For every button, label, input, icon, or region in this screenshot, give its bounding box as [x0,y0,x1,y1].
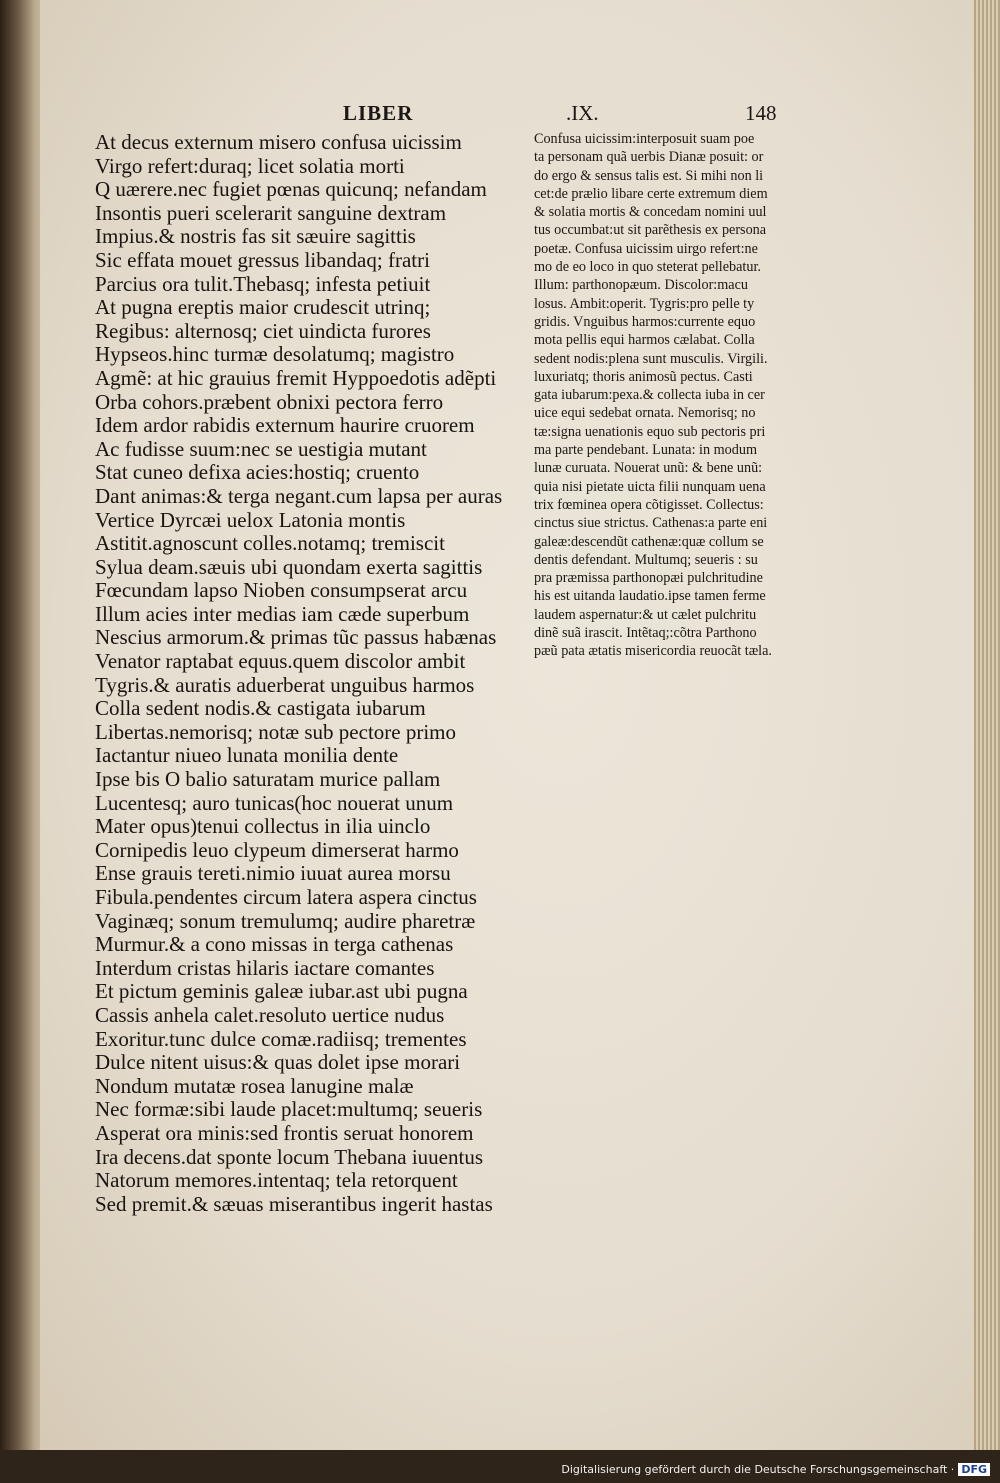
commentary-line: laudem aspernatur:& ut cælet pulchritu [534,606,757,623]
folio-number: 148 [745,101,777,125]
verse-line: Insontis pueri scelerarit sanguine dextram [95,200,447,225]
verse-line: Dant animas:& terga negant.cum lapsa per auras [95,483,503,508]
verse-line: Vaginæq; sonum tremulumq; audire pharetræ [95,908,476,933]
verse-line: Libertas.nemorisq; notæ sub pectore primo [95,719,457,744]
commentary-line: cinctus siue strictus. Cathenas:a parte eni [534,515,768,532]
verse-line: Sylua deam.sæuis ubi quondam exerta sagittis [95,554,483,579]
verse-line: Fibula.pendentes circum latera aspera cinctus [95,885,477,909]
commentary-line: tæ:signa uenationis equo sub pectoris pri [534,423,766,440]
verse-line: Cornipedis leuo clypeum dimerserat harmo [95,837,459,862]
verse-line: Cassis anhela calet.resoluto uertice nudus [95,1002,445,1027]
commentary-line: Confusa uicissim:interposuit suam poe [534,131,755,147]
verse-line: Mater opus)tenui collectus in ilia uinclo [95,814,431,839]
book-number: .IX. [566,101,599,125]
verse-line: Ac fudisse suum:nec se uestigia mutant [95,436,427,461]
verse-line: Astitit.agnoscunt colles.notamq; tremiscit [95,531,445,556]
verse-line: Ense grauis tereti.nimio iuuat aurea morsu [95,861,451,886]
commentary-line: gata iubarum:pexa.& collecta iuba in cer [534,387,765,404]
verse-line: Natorum memores.intentaq; tela retorquent [95,1168,458,1193]
commentary-line: galeæ:descendũt cathenæ:quæ collum se [534,533,764,550]
verse-line: Fœcundam lapso Nioben consumpserat arcu [95,578,468,603]
credit-text: Digitalisierung gefördert durch die Deutsche Forschungsgemeinschaft · [561,1463,955,1476]
verse-line: Virgo refert:duraq; licet solatia morti [95,153,405,178]
verse-line: Murmur.& a cono missas in terga cathenas [95,932,454,957]
verse-line: Idem ardor rabidis externum haurire cruorem [95,413,475,438]
commentary-line: ta personam quã uerbis Dianæ posuit: or [534,149,764,166]
verse-line: Q uærere.nec fugiet pœnas quicunq; nefandam [95,177,487,202]
verse-line: Iactantur niueo lunata monilia dente [95,743,399,768]
verse-line: Sed premit.& sæuas miserantibus ingerit hastas [95,1191,493,1216]
page-stack-edge [974,0,1000,1450]
verse-line: Agmẽ: at hic grauius fremit Hyppoedotis adẽpti [95,365,497,390]
verse-line: Asperat ora minis:sed frontis seruat honorem [95,1120,474,1145]
verse-line: Illum acies inter medias iam cæde superbum [95,601,470,626]
running-title: LIBER [343,101,414,125]
verse-line: Impius.& nostris fas sit sæuire sagittis [95,224,416,249]
verse-line: Orba cohors.præbent obnixi pectora ferro [95,389,444,414]
verse-line: At decus externum misero confusa uicissim [95,130,462,154]
commentary-line: dentis defendant. Multumq; seueris : su [534,551,758,568]
commentary-line: tus occumbat:ut sit parẽthesis ex persona [534,222,767,239]
running-header [0,101,1000,131]
commentary-column [534,130,834,661]
commentary-line: trix fœminea opera cõtigisset. Collectus: [534,496,764,513]
verse-line: Tygris.& auratis aduerberat unguibus harmos [95,672,475,697]
commentary-line: losus. Ambit:operit. Tygris:pro pelle ty [534,295,755,312]
commentary-line: his est uitanda laudatio.ipse tamen ferme [534,588,766,605]
verse-text-column [95,131,525,1216]
commentary-line: luxuriatq; thoris animosũ pectus. Casti [534,368,753,385]
digitization-credit [561,1463,990,1476]
commentary-line: gridis. Vnguibus harmos:currente equo [534,313,756,330]
verse-line: Sic effata mouet gressus libandaq; fratri [95,247,430,272]
dfg-logo: DFG [958,1463,990,1476]
verse-line: Et pictum geminis galeæ iubar.ast ubi pugna [95,979,468,1004]
verse-line: Venator raptabat equus.quem discolor ambit [95,649,466,674]
commentary-line: sedent nodis:plena sunt musculis. Virgili. [534,350,768,367]
commentary-line: Illum: parthonopæum. Discolor:macu [534,277,748,294]
commentary-line: mota pellis equi harmos cælabat. Colla [534,332,755,349]
commentary-line: mo de eo loco in quo steterat pellebatur. [534,259,761,276]
verse-line: Lucentesq; auro tunicas(hoc nouerat unum [95,790,454,815]
verse-line: Exoritur.tunc dulce comæ.radiisq; trementes [95,1026,467,1051]
commentary-line: pra præmissa parthonopæi pulchritudine [534,570,763,587]
verse-line: Parcius ora tulit.Thebasq; infesta petiuit [95,271,431,296]
verse-line: At pugna ereptis maior crudescit utrinq; [95,295,431,320]
verse-line: Vertice Dyrcæi uelox Latonia montis [95,507,406,532]
commentary-line: ma parte pendebant. Lunata: in modum [534,442,757,459]
commentary-line: poetæ. Confusa uicissim uirgo refert:ne [534,240,758,257]
verse-line: Dulce nitent uisus:& quas dolet ipse morari [95,1050,461,1075]
commentary-line: do ergo & sensus talis est. Si mihi non li [534,167,764,184]
verse-line: Ipse bis O balio saturatam murice pallam [95,767,441,792]
commentary-line: lunæ curuata. Nouerat unũ: & bene unũ: [534,460,763,477]
verse-line: Ira decens.dat sponte locum Thebana iuuentus [95,1144,483,1169]
verse-line: Regibus: alternosq; ciet uindicta furores [95,318,431,343]
verse-line: Stat cuneo defixa acies:hostiq; cruento [95,460,420,485]
verse-line: Nondum mutatæ rosea lanugine malæ [95,1073,414,1098]
verse-line: Hypseos.hinc turmæ desolatumq; magistro [95,342,455,367]
commentary-line: quia nisi pietate uicta filii nunquam uena [534,478,766,495]
verse-line: Nescius armorum.& primas tũc passus habænas [95,625,497,650]
verse-line: Nec formæ:sibi laude placet:multumq; seueris [95,1097,483,1122]
commentary-line: dinẽ suã irascit. Intẽtaq;:cõtra Parthono [534,625,757,642]
verse-line: Colla sedent nodis.& castigata iubarum [95,696,426,721]
commentary-line: uice equi sedebat ornata. Nemorisq; no [534,405,756,422]
commentary-line: cet:de prælio libare certe extremum diem [534,185,768,202]
verse-line: Interdum cristas hilaris iactare comantes [95,955,435,980]
commentary-line: pæũ pata ætatis misericordia reuocãt tæla. [534,643,772,660]
commentary-line: & solatia mortis & concedam nomini uul [534,204,767,221]
